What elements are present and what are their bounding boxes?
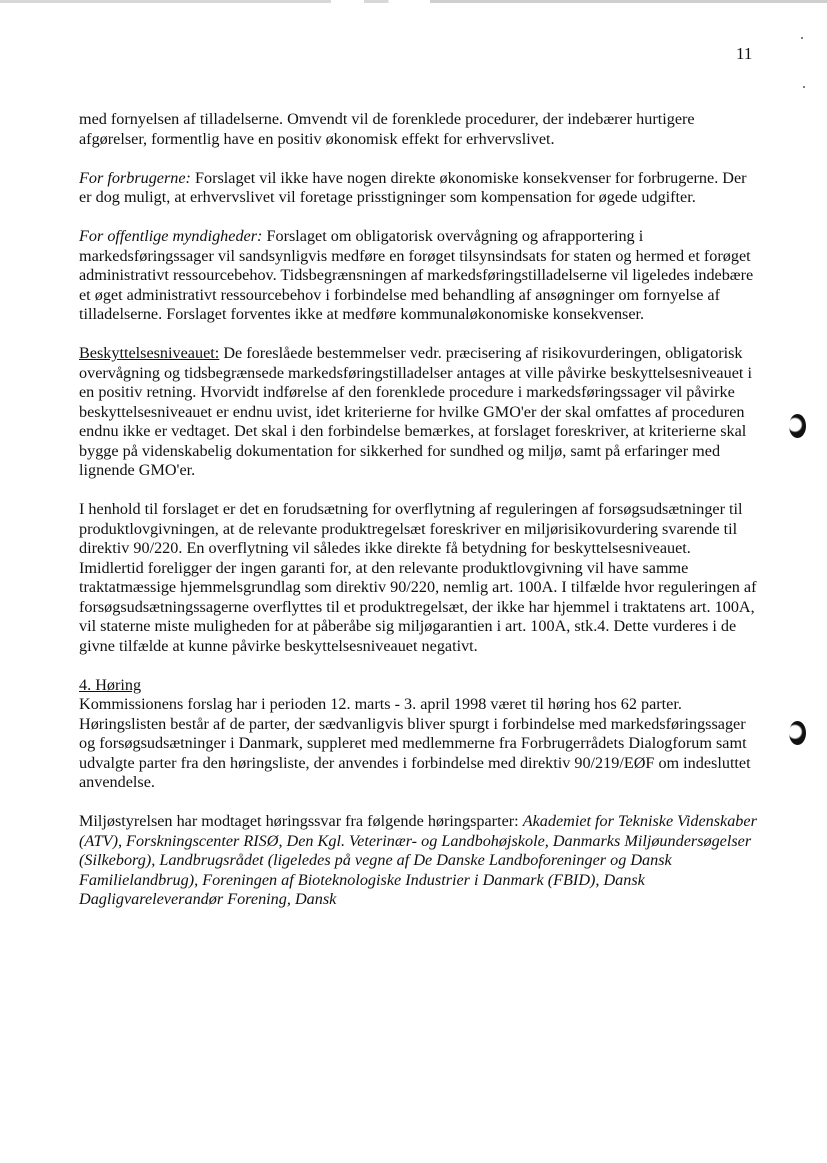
protection-label: Beskyttelsesniveauet:	[79, 344, 220, 362]
paragraph-1-text: med fornyelsen af tilladelserne. Omvendt vil de forenklede procedurer, der indebærer hurtigere afgørelser, formentlig have en positiv økonomisk effekt for erhvervslivet.	[79, 110, 695, 148]
hearing-text: Kommissionens forslag har i perioden 12. marts - 3. april 1998 været til høring hos 62 parter. Høringslisten består af de parter, der sædvanligvis bliver spurgt i forbindelse med markedsføringssager og forsøgsudsætninger i Danmark, suppleret med medlemmerne fra Forbrugerrådets Dialogforum samt udvalgte parter fra den høringsliste, der anvendes i forbindelse med direktiv 90/219/EØF om indesluttet anvendelse.	[79, 695, 751, 791]
responses-parties: Akademiet for Tekniske Videnskaber (ATV), Forskningscenter RISØ, Den Kgl. Veterinær- og Landbohøjskole, Danmarks Miljøundersøgelser (Silkeborg), Landbrugsrådet (ligeledes på vegne af De Danske Landboforeninger og Dansk Familielandbrug), Foreningen af Bioteknologiske Industrier i Danmark (FBID), Dansk Dagligvareleverandør Forening, Dansk	[79, 812, 757, 908]
paragraph-responses	[79, 812, 759, 910]
responses-text: Miljøstyrelsen har modtaget høringssvar fra følgende høringsparter:	[79, 812, 523, 830]
paragraph-hearing	[79, 695, 759, 793]
scan-edge	[0, 0, 827, 3]
paragraph-authorities	[79, 227, 759, 325]
section-heading-text: 4. Høring	[79, 675, 142, 694]
page-number: 11	[736, 44, 753, 63]
punch-hole-lower	[789, 721, 806, 745]
scan-speck	[801, 37, 803, 39]
paragraph-1	[79, 110, 759, 149]
paragraph-protection	[79, 344, 759, 481]
paragraph-transfer	[79, 500, 759, 656]
punch-hole-upper	[789, 414, 806, 438]
document-body	[79, 110, 759, 929]
protection-text: De foreslåede bestemmelser vedr. præcisering af risikovurderingen, obligatorisk overvågning og tidsbegrænsede markedsføringstilladelser antages at ville påvirke beskyttelsesniveauet i en positiv retning. Hvorvidt indførelse af den forenklede procedure i markedsføringssager vil påvirke beskyttelsesniveauet er endnu uvist, idet kriterierne for hvilke GMO'er der skal omfattes af proceduren endnu ikke er vedtaget. Det skal i den forbindelse bemærkes, at forslaget foreskriver, at kriterierne skal bygge på videnskabelig dokumentation for sikkerhed for sundhed og miljø, samt på erfaringer med lignende GMO'er.	[79, 344, 752, 479]
authorities-label: For offentlige myndigheder:	[79, 227, 263, 245]
authorities-text: Forslaget om obligatorisk overvågning og afrapportering i markedsføringssager vil sandsynligvis medføre en forøget tilsynsindsats for staten og hermed et forøget administrativt ressourcebehov. Tidsbegrænsningen af markedsføringstilladelserne vil ligeledes indebære et øget administrativt ressourcebehov i forbindelse med behandling af ansøgninger om fornyelse af tilladelserne. Forslaget forventes ikke at medføre kommunaløkonomiske konsekvenser.	[79, 227, 754, 323]
paragraph-consumers	[79, 169, 759, 208]
section-heading	[79, 676, 759, 696]
consumers-text: Forslaget vil ikke have nogen direkte økonomiske konsekvenser for forbrugerne. Der er dog muligt, at erhvervslivet vil foretage prisstigninger som kompensation for øgede udgifter.	[79, 168, 747, 206]
transfer-text: I henhold til forslaget er det en forudsætning for overflytning af reguleringen af forsøgsudsætninger til produktlovgivningen, at de relevante produktregelsæt foreskriver en miljørisikovurdering svarende til direktiv 90/220. En overflytning vil således ikke direkte få betydning for beskyttelsesniveauet. Imidlertid foreligger der ingen garanti for, at den relevante produktlovgivning vil have samme traktatmæssige hjemmelsgrundlag som direktiv 90/220, nemlig art. 100A. I tilfælde hvor reguleringen af forsøgsudsætningssagerne overflyttes til et produktregelsæt, der ikke har hjemmel i traktatens art. 100A, vil staterne miste muligheden for at påberåbe sig miljøgarantien i art. 100A, stk.4. Dette vurderes i de givne tilfælde at kunne påvirke beskyttelsesniveauet negativt.	[79, 500, 757, 655]
scan-speck	[803, 86, 805, 88]
consumers-label: For forbrugerne:	[79, 168, 191, 187]
